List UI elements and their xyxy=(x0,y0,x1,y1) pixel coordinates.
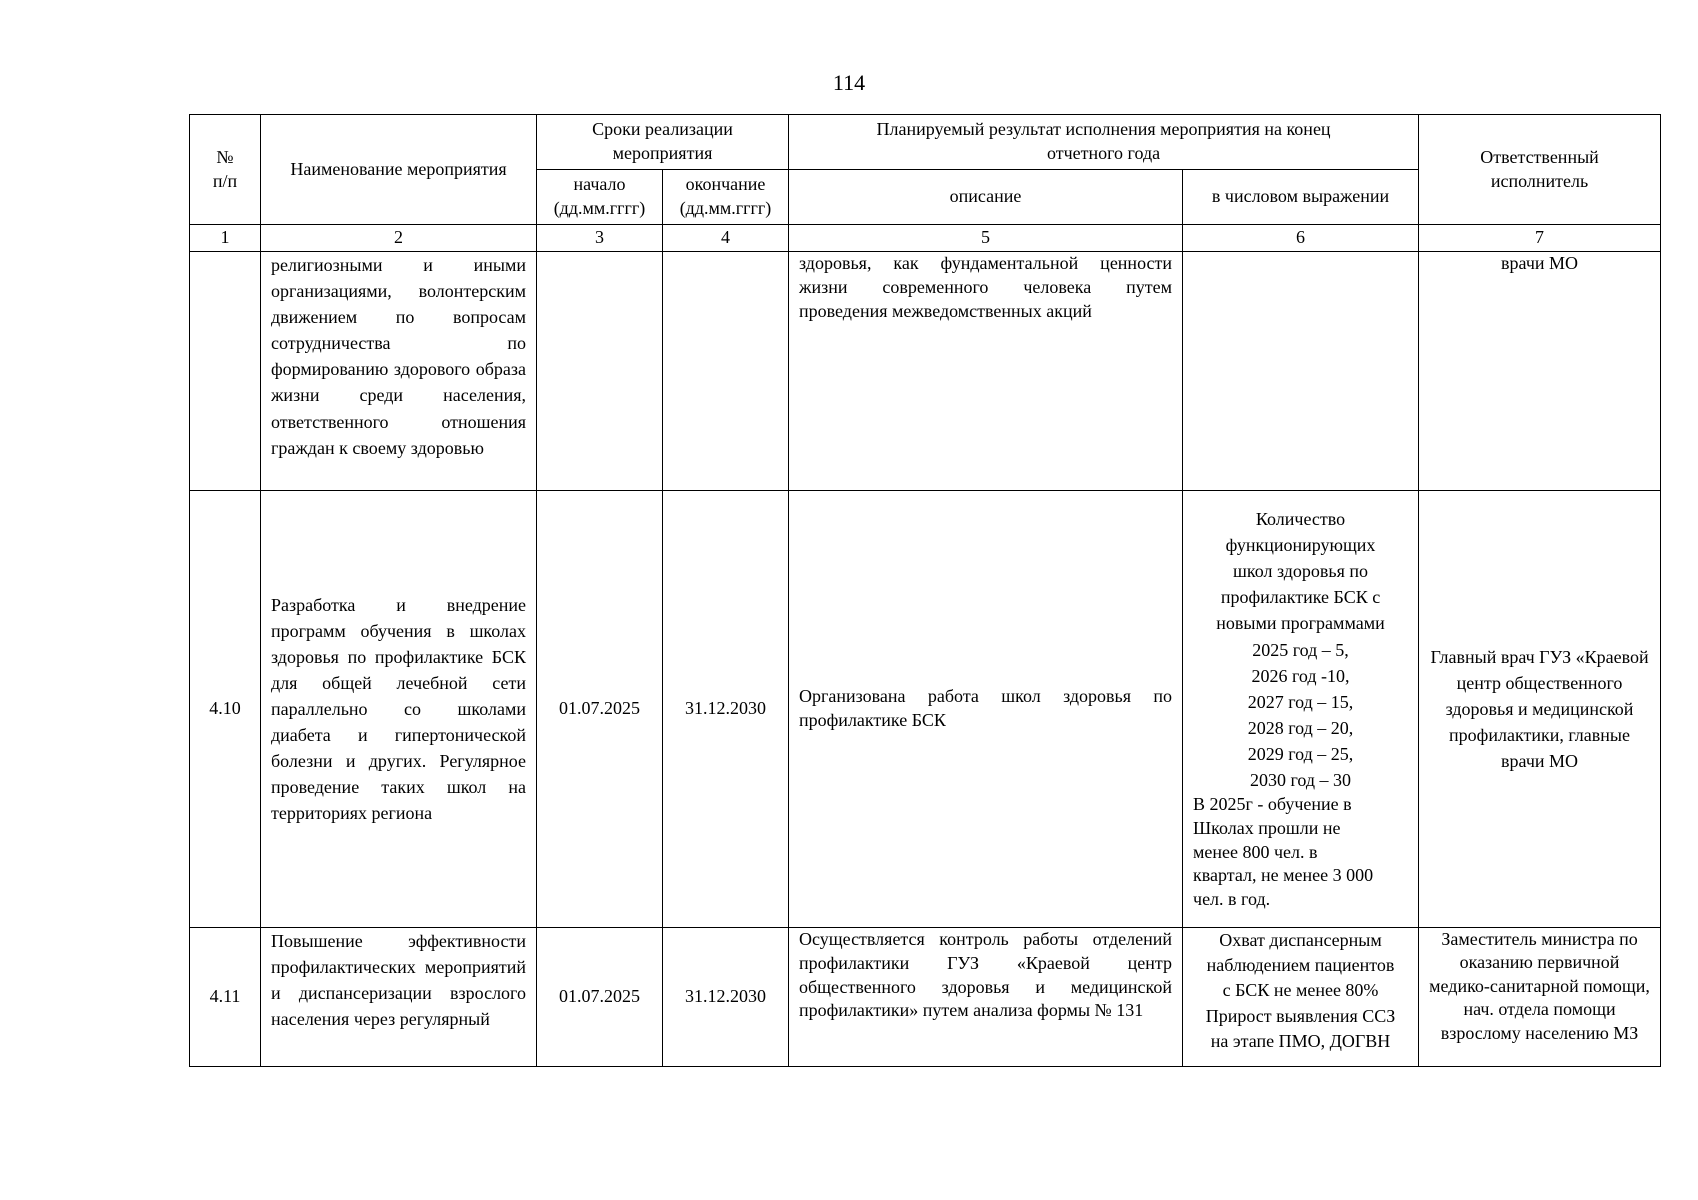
column-number: 5 xyxy=(789,225,1183,252)
column-number: 3 xyxy=(537,225,663,252)
row-description: Организована работа школ здоровья по профилактике БСК xyxy=(789,491,1183,928)
header-row xyxy=(190,115,1661,170)
column-number: 4 xyxy=(663,225,789,252)
header-responsible: Ответственный исполнитель xyxy=(1419,115,1661,225)
row-num xyxy=(190,252,261,491)
header-description: описание xyxy=(789,170,1183,225)
row-end: 31.12.2030 xyxy=(663,491,789,928)
table-row xyxy=(190,252,1661,491)
row-start: 01.07.2025 xyxy=(537,928,663,1067)
header-start: начало (дд.мм.гггг) xyxy=(537,170,663,225)
page-number: 114 xyxy=(832,70,866,95)
table-row xyxy=(190,491,1661,928)
row-start: 01.07.2025 xyxy=(537,491,663,928)
column-number: 6 xyxy=(1183,225,1419,252)
row-start xyxy=(537,252,663,491)
row-num: 4.10 xyxy=(190,491,261,928)
column-number: 1 xyxy=(190,225,261,252)
row-name: Разработка и внедрение программ обучения в школах здоровья по профилактике БСК для общей лечебной сети параллельно со школами диабета и гипертонической болезни и других. Регулярное проведение таких школ на территориях региона xyxy=(261,491,537,928)
column-number: 2 xyxy=(261,225,537,252)
table-row xyxy=(190,928,1661,1067)
header-terms: Сроки реализации мероприятия xyxy=(537,115,789,170)
header-num: № п/п xyxy=(190,115,261,225)
row-num: 4.11 xyxy=(190,928,261,1067)
row-numeric xyxy=(1183,252,1419,491)
header-planned-result: Планируемый результат исполнения мероприятия на конец отчетного года xyxy=(789,115,1419,170)
column-number: 7 xyxy=(1419,225,1661,252)
column-number-row xyxy=(190,225,1661,252)
row-numeric xyxy=(1183,491,1419,928)
row-name: Повышение эффективности профилактических мероприятий и диспансеризации взрослого населения через регулярный xyxy=(261,928,537,1067)
row-description: здоровья, как фундаментальной ценности жизни современного человека путем проведения межведомственных акций xyxy=(789,252,1183,491)
row-name: религиозными и иными организациями, волонтерским движением по вопросам сотрудничества по формированию здорового образа жизни среди населения, ответственного отношения граждан к своему здоровью xyxy=(261,252,537,491)
header-name: Наименование мероприятия xyxy=(261,115,537,225)
numeric-school-counts: Количество функционирующих школ здоровья по профилактике БСК с новыми программами 2025 год – 5, 2026 год -10, 2027 год – 15, 2028 год – 20, 2029 год – 25, 2030 год – 30 xyxy=(1216,509,1385,791)
row-responsible: Главный врач ГУЗ «Краевой центр общественного здоровья и медицинской профилактики, главные врачи МО xyxy=(1419,491,1661,928)
row-end xyxy=(663,252,789,491)
activities-table xyxy=(189,114,1661,1067)
row-numeric: Охват диспансерным наблюдением пациентов с БСК не менее 80% Прирост выявления ССЗ на этапе ПМО, ДОГВН xyxy=(1183,928,1419,1067)
row-description: Осуществляется контроль работы отделений профилактики ГУЗ «Краевой центр общественного здоровья и медицинской профилактики» путем анализа формы № 131 xyxy=(789,928,1183,1067)
header-numeric: в числовом выражении xyxy=(1183,170,1419,225)
row-end: 31.12.2030 xyxy=(663,928,789,1067)
header-end: окончание (дд.мм.гггг) xyxy=(663,170,789,225)
numeric-training-note: В 2025г - обучение в Школах прошли не менее 800 чел. в квартал, не менее 3 000 чел. в год. xyxy=(1193,794,1374,910)
row-responsible: врачи МО xyxy=(1419,252,1661,491)
row-responsible: Заместитель министра по оказанию первичной медико-санитарной помощи, нач. отдела помощи взрослому населению МЗ xyxy=(1419,928,1661,1067)
